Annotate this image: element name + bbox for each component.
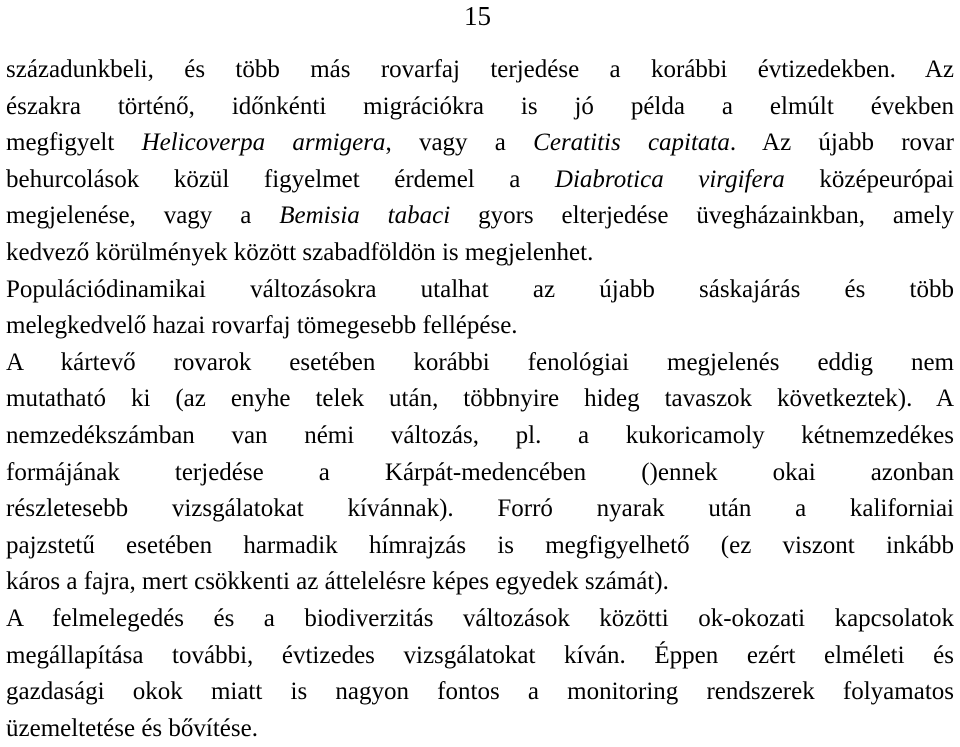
text-line [6,198,954,235]
text-segment: századunkbeli, és több más rovarfaj terjedése a korábbi évtizedekben. Az [6,56,954,83]
text-segment: A kártevő rovarok esetében korábbi fenológiai megjelenés eddig nem [6,348,954,376]
text-segment: Populációdinamikai változásokra utalhat az újabb sáskajárás és több [6,275,954,303]
text-line [6,601,954,638]
text-line [6,711,954,747]
text-segment: gyors elterjedése üvegházainkban, amely [450,202,955,230]
page-number: 15 [464,1,491,31]
text-segment: megállapítása további, évtizedes vizsgálatokat kíván. Éppen ezért elméleti és [6,641,954,669]
text-line [6,381,954,418]
text-line [6,418,954,455]
text-line [6,455,954,492]
italic-species-name: Ceratitis capitata [533,129,730,157]
text-segment: , vagy a [385,129,534,157]
text-segment: formájának terjedése a Kárpát-medencében ()ennek okai azonban [6,458,954,486]
text-segment: mutatható ki (az enyhe telek után, többnyire hideg tavaszok következtek). A [6,385,954,413]
text-segment: behurcolások közül figyelmet érdemel a [6,165,555,193]
text-line [6,52,954,89]
text-line [6,564,954,601]
text-segment: megfigyelt [6,129,142,157]
text-segment: északra történő, időnkénti migrációkra is jó példa a elmúlt években [6,92,954,120]
text-line [6,308,954,345]
text-segment: részletesebb vizsgálatokat kívánnak). Forró nyarak után a kaliforniai [6,495,954,523]
text-segment: megjelenése, vagy a [6,202,280,230]
text-line [6,638,954,675]
text-line [6,272,954,309]
text-segment: melegkedvelő hazai rovarfaj tömegesebb fellépése. [6,312,518,340]
text-segment: üzemeltetése és bővítése. [6,714,258,742]
text-line [6,162,954,199]
italic-species-name: Bemisia tabaci [279,202,451,230]
text-segment: kedvező körülmények között szabadföldön is megjelenhet. [6,238,594,266]
text-line [6,235,954,272]
text-line [6,674,954,711]
text-segment: nemzedékszámban van némi változás, pl. a kukoricamoly kétnemzedékes [6,421,954,449]
text-line [6,89,954,126]
text-segment: pajzstetű esetében harmadik hímrajzás is megfigyelhető (ez viszont inkább [6,531,954,559]
text-line [6,125,954,162]
text-segment: káros a fajra, mert csökkenti az áttelelésre képes egyedek számát). [6,568,669,596]
italic-species-name: Diabrotica virgifera [554,165,785,193]
document-body [6,52,954,747]
text-line [6,528,954,565]
text-segment: középeurópai [784,165,955,193]
text-line [6,345,954,382]
text-segment: A felmelegedés és a biodiverzitás változások közötti ok-okozati kapcsolatok [6,604,954,632]
text-segment: gazdasági okok miatt is nagyon fontos a monitoring rendszerek folyamatos [6,678,954,706]
text-segment: . Az újabb rovar [729,129,954,157]
text-line [6,491,954,528]
italic-species-name: Helicoverpa armigera [141,129,386,157]
